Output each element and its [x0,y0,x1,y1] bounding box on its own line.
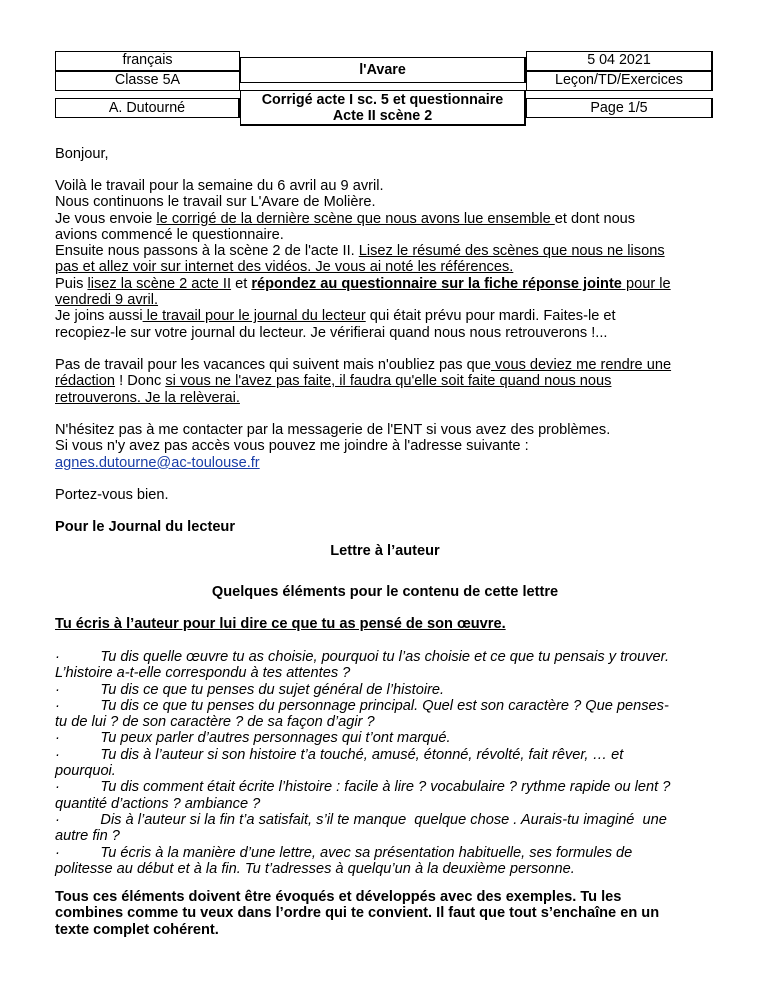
bullet-line: L’histoire a-t-elle correspondu à tes attentes ? [55,665,351,682]
bullet-line: politesse au début et à la fin. Tu t’adresses à quelqu’un à la deuxième personne. [55,860,575,877]
bullet-line: pourquoi. [55,763,116,780]
bullet-line: · Tu écris à la manière d’une lettre, avec sa présentation habituelle, ses formules de [55,844,633,861]
bullet-line: · Tu dis ce que tu penses du sujet général de l’histoire. [55,681,445,698]
bullet-line: · Tu peux parler d’autres personnages qui t’ont marqué. [55,730,451,747]
lesson-cell [240,90,526,126]
p1-line-5 [55,243,715,259]
lesson-line-1: Corrigé acte I sc. 5 et questionnaire [261,92,504,108]
closing: Portez-vous bien. [55,487,169,503]
date-cell: 5 04 2021 [526,51,713,71]
paragraph-3 [55,422,715,471]
bullet-line: tu de lui ? de son caractère ? de sa façon d’agir ? [55,714,375,731]
bullet-line: · Tu dis ce que tu penses du personnage principal. Quel est son caractère ? Que penses- [55,697,669,714]
p1-line-7 [55,276,715,292]
underlined-text: pour le [621,275,671,292]
p1-line-10: recopiez-le sur votre journal du lecteur. Je vérifierai quand nous nous retrouverons !... [55,324,608,341]
instruction: Tu écris à l’auteur pour lui dire ce que tu as pensé de son œuvre. [55,616,506,632]
text: et [231,275,252,292]
text: Puis [55,275,88,292]
text: Pas de travail pour les vacances qui suivent mais n'oubliez pas que [55,357,491,373]
bullet-line: · Tu dis à l’auteur si son histoire t’a touché, amusé, étonné, révolté, fait rêver, … et [55,746,624,763]
bullet-line: · Dis à l’auteur si la fin t’a satisfait, s’il te manque quelque chose . Aurais-tu imaginé une [55,811,667,828]
class-cell: Classe 5A [55,71,240,91]
p1-line-4: avions commencé le questionnaire. [55,226,284,243]
final-line-2: combines comme tu veux dans l’ordre qui te convient. Il faut que tout s’enchaîne en un [55,905,660,922]
p1-line-9 [55,308,715,324]
elements-title: Quelques éléments pour le contenu de cette lettre [211,584,559,600]
final-line-3: texte complet cohérent. [55,921,219,938]
p3-line-2: Si vous n'y avez pas accès vous pouvez me joindre à l'adresse suivante : [55,438,529,455]
paragraph-2 [55,357,715,406]
journal-heading: Pour le Journal du lecteur [55,519,236,535]
p3-line-1: N'hésitez pas à me contacter par la messagerie de l'ENT si vous avez des problèmes. [55,422,611,438]
greeting: Bonjour, [55,146,109,162]
bullet-line: · Tu dis quelle œuvre tu as choisie, pourquoi tu l’as choisie et ce que tu pensais y trouver. [55,649,670,665]
bullet-line: autre fin ? [55,828,120,845]
email-row [55,455,715,471]
final-paragraph [55,889,715,938]
underlined-text: si vous ne l'avez pas faite, il faudra qu'elle soit faite quand nous nous [165,373,612,390]
text: Je vous envoie [55,210,157,227]
underlined-text: le travail pour le journal du lecteur [142,308,366,325]
underlined-text: le corrigé de la dernière scène que nous avons lue ensemble [156,210,555,227]
p2-line-1 [55,357,715,373]
text: ! Donc [115,373,166,390]
p2-line-3: retrouverons. Je la relèverai. [55,389,240,406]
bold-underlined-text: répondez au questionnaire sur la fiche réponse jointe [251,275,622,292]
email-link[interactable]: agnes.dutourne@ac-toulouse.fr [55,454,260,471]
underlined-text: vous deviez me rendre une [490,357,672,373]
underlined-text: lisez la scène 2 acte II [87,275,232,292]
text: qui était prévu pour mardi. Faites-le et [365,308,616,325]
text: Je joins aussi [55,308,143,325]
p1-line-6: pas et allez voir sur internet des vidéos. Je vous ai noté les références. [55,259,514,276]
lesson-line-2: Acte II scène 2 [332,108,433,124]
bullet-list [55,649,715,877]
subject-cell: français [55,51,240,71]
type-cell: Leçon/TD/Exercices [526,71,713,91]
text: Ensuite nous passons à la scène 2 de l'acte II. [55,243,359,260]
final-line-1: Tous ces éléments doivent être évoqués et développés avec des exemples. Tu les [55,889,622,905]
p1-line-1: Voilà le travail pour la semaine du 6 avril au 9 avril. [55,178,384,194]
underlined-text: rédaction [55,373,116,390]
p1-line-3 [55,211,715,227]
bullet-line: · Tu dis comment était écrite l’histoire : facile à lire ? vocabulaire ? rythme rapide ou lent ? [55,779,671,796]
p2-line-2 [55,373,715,389]
p1-line-8: vendredi 9 avril. [55,292,159,309]
p1-line-2: Nous continuons le travail sur L'Avare de Molière. [55,194,376,211]
page-cell: Page 1/5 [526,98,713,118]
underlined-text: Lisez le résumé des scènes que nous ne lisons [358,243,665,260]
paragraph-1 [55,178,715,341]
bullet-line: quantité d’actions ? ambiance ? [55,795,261,812]
title-cell: l'Avare [240,57,526,83]
text: et dont nous [554,210,636,227]
teacher-cell: A. Dutourné [55,98,240,118]
letter-title: Lettre à l’auteur [330,543,440,559]
